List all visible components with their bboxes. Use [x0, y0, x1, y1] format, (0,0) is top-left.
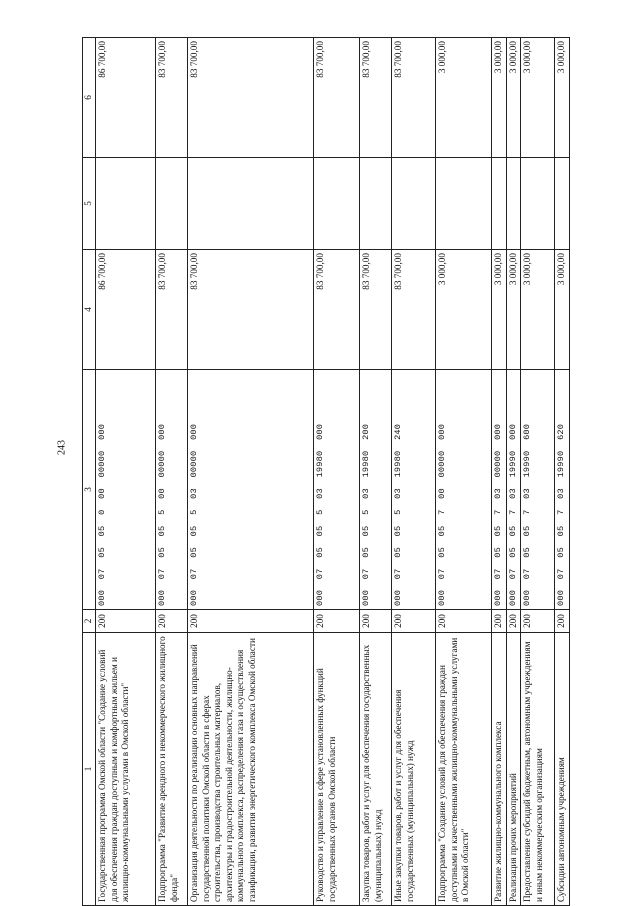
header-col-1: 1 [83, 633, 96, 906]
table-row [156, 38, 188, 906]
table-row [314, 38, 360, 906]
row-col5 [188, 158, 314, 250]
row-name: Закупка товаров, работ и услуг для обеспечения государственных (муниципальных) нужд [360, 633, 392, 906]
row-col6: 83 700,00 [360, 38, 392, 158]
row-kbk: 000 07 05 05 5 03 00000 000 [188, 370, 314, 610]
row-kbk: 000 07 05 05 5 03 19980 000 [314, 370, 360, 610]
page-number: 243 [56, 440, 68, 455]
row-col6: 3 000,00 [555, 38, 570, 158]
table-header-row [83, 38, 96, 906]
row-col5 [314, 158, 360, 250]
row-col5 [506, 158, 521, 250]
row-col6: 83 700,00 [156, 38, 188, 158]
row-kbk: 000 07 05 05 5 03 19980 240 [392, 370, 436, 610]
row-name: Развитие жилищно-коммунального комплекса [492, 633, 507, 906]
header-col-3: 3 [83, 370, 96, 610]
row-col5 [436, 158, 492, 250]
row-kbk: 000 07 05 05 7 03 00000 000 [492, 370, 507, 610]
header-col-4: 4 [83, 250, 96, 370]
header-col-6: 6 [83, 38, 96, 158]
row-kbk: 000 07 05 05 7 03 19990 600 [521, 370, 555, 610]
row-col5 [360, 158, 392, 250]
row-col4: 3 000,00 [492, 250, 507, 370]
row-kbk: 000 07 05 05 7 03 19990 000 [506, 370, 521, 610]
table-row [392, 38, 436, 906]
row-code: 200 [392, 610, 436, 633]
row-name: Подпрограмма "Развитие арендного и некоммерческого жилищного фонда" [156, 633, 188, 906]
row-code: 200 [360, 610, 392, 633]
row-col6: 83 700,00 [188, 38, 314, 158]
header-col-5: 5 [83, 158, 96, 250]
table-row [188, 38, 314, 906]
row-col4: 3 000,00 [555, 250, 570, 370]
row-col5 [156, 158, 188, 250]
row-col4: 83 700,00 [360, 250, 392, 370]
row-code: 200 [314, 610, 360, 633]
row-name: Субсидии автономным учреждениям [555, 633, 570, 906]
row-code: 200 [96, 610, 156, 633]
row-code: 200 [521, 610, 555, 633]
row-col5 [96, 158, 156, 250]
row-col4: 83 700,00 [156, 250, 188, 370]
row-col4: 83 700,00 [314, 250, 360, 370]
row-code: 200 [156, 610, 188, 633]
row-col6: 3 000,00 [436, 38, 492, 158]
table-row [492, 38, 507, 906]
row-name: Государственная программа Омской области "Создание условий для обеспечения граждан доступным и комфортным жильем и жилищно-коммунальными услугами в Омской области" [96, 633, 156, 906]
row-col6: 3 000,00 [506, 38, 521, 158]
row-name: Подпрограмма "Создание условий для обеспечения граждан доступными и качественными жилищно-коммунальными услугами в Омской области" [436, 633, 492, 906]
row-code: 200 [555, 610, 570, 633]
row-col5 [521, 158, 555, 250]
rotated-table-container [82, 38, 582, 906]
row-kbk: 000 07 05 05 5 00 00000 000 [156, 370, 188, 610]
row-col4: 83 700,00 [392, 250, 436, 370]
row-name: Иные закупки товаров, работ и услуг для обеспечения государственных (муниципальных) нужд [392, 633, 436, 906]
row-col6: 86 700,00 [96, 38, 156, 158]
row-col4: 3 000,00 [506, 250, 521, 370]
row-code: 200 [436, 610, 492, 633]
row-name: Руководство и управление в сфере установленных функций государственных органов Омской области [314, 633, 360, 906]
budget-table [82, 37, 570, 906]
table-row [96, 38, 156, 906]
header-col-2: 2 [83, 610, 96, 633]
table-row [436, 38, 492, 906]
table-row [555, 38, 570, 906]
row-col4: 86 700,00 [96, 250, 156, 370]
row-col4: 3 000,00 [521, 250, 555, 370]
row-col5 [555, 158, 570, 250]
row-kbk: 000 07 05 05 5 03 19980 200 [360, 370, 392, 610]
table-row [521, 38, 555, 906]
row-col6: 83 700,00 [392, 38, 436, 158]
row-name: Предоставление субсидий бюджетным, автономным учреждениям и иным некоммерческим организациям [521, 633, 555, 906]
row-kbk: 000 07 05 05 7 03 19990 620 [555, 370, 570, 610]
row-col5 [492, 158, 507, 250]
row-col6: 3 000,00 [521, 38, 555, 158]
row-col5 [392, 158, 436, 250]
row-name: Реализация прочих мероприятий [506, 633, 521, 906]
row-kbk: 000 07 05 05 7 00 00000 000 [436, 370, 492, 610]
table-row [506, 38, 521, 906]
row-kbk: 000 07 05 05 0 00 00000 000 [96, 370, 156, 610]
row-code: 200 [188, 610, 314, 633]
row-code: 200 [492, 610, 507, 633]
row-code: 200 [506, 610, 521, 633]
row-name: Организация деятельности по реализации основных направлений государственной политики Омской области в сферах строительства, производства строительных материалов, архитектуры и градостроительной деятельности, жилищно-коммунального комплекса, распределения газа и осуществления газификации, развития энергетического комплекса Омской области [188, 633, 314, 906]
table-row [360, 38, 392, 906]
row-col4: 83 700,00 [188, 250, 314, 370]
row-col6: 83 700,00 [314, 38, 360, 158]
row-col6: 3 000,00 [492, 38, 507, 158]
row-col4: 3 000,00 [436, 250, 492, 370]
